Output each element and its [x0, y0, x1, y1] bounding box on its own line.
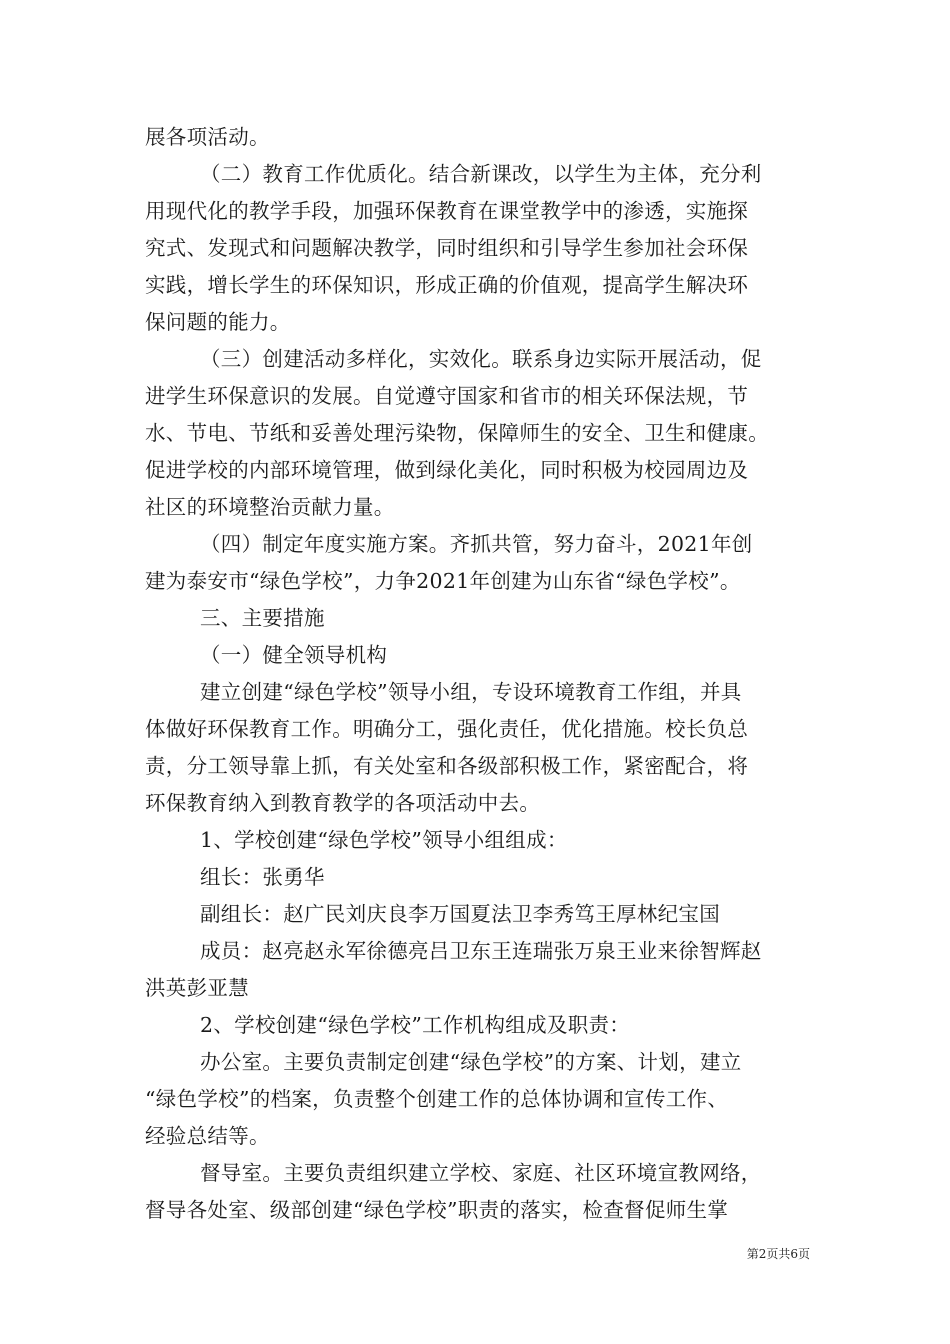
page-number-footer [700, 1246, 810, 1262]
paragraph-line: （四）制定年度实施方案。齐抓共管，努力奋斗，2021年创 [200, 532, 753, 556]
paragraph-line: 究式、发现式和问题解决教学，同时组织和引导学生参加社会环保 [145, 236, 749, 260]
paragraph-line: 体做好环保教育工作。明确分工，强化责任，优化措施。校长负总 [145, 717, 749, 741]
paragraph-line: 促进学校的内部环境管理，做到绿化美化，同时积极为校园周边及 [145, 458, 749, 482]
paragraph-line: 办公室。主要负责制定创建“绿色学校”的方案、计划，建立 [200, 1050, 742, 1074]
list-item-heading: 2、学校创建“绿色学校”工作机构组成及职责： [200, 1013, 631, 1037]
paragraph-line: 责，分工领导靠上抓，有关处室和各级部积极工作，紧密配合，将 [145, 754, 749, 778]
paragraph-line: 进学生环保意识的发展。自觉遵守国家和省市的相关环保法规，节 [145, 384, 749, 408]
paragraph-line: （二）教育工作优质化。结合新课改，以学生为主体，充分利 [200, 162, 762, 186]
paragraph-line: （三）创建活动多样化，实效化。联系身边实际开展活动，促 [200, 347, 762, 371]
members-line: 成员：赵亮赵永军徐德亮吕卫东王连瑞张万泉王业来徐智辉赵 [200, 939, 762, 963]
page-number-label: 第2页共6页 [746, 1247, 810, 1261]
list-item-heading: 1、学校创建“绿色学校”领导小组组成： [200, 828, 568, 852]
deputy-leaders-line: 副组长：赵广民刘庆良李万国夏法卫李秀笃王厚林纪宝国 [200, 902, 720, 926]
paragraph-line: 社区的环境整治贡献力量。 [145, 495, 395, 519]
paragraph-line: 督导室。主要负责组织建立学校、家庭、社区环境宣教网络， [200, 1161, 762, 1185]
paragraph-line: 用现代化的教学手段，加强环保教育在课堂教学中的渗透，实施探 [145, 199, 749, 223]
paragraph-line: 经验总结等。 [145, 1124, 270, 1148]
paragraph-line: 建立创建“绿色学校”领导小组，专设环境教育工作组，并具 [200, 680, 742, 704]
paragraph-line: 保问题的能力。 [145, 310, 291, 334]
section-heading: 三、主要措施 [200, 606, 325, 630]
paragraph-line: 督导各处室、级部创建“绿色学校”职责的落实，检查督促师生掌 [145, 1198, 729, 1222]
paragraph-line: 水、节电、节纸和妥善处理污染物，保障师生的安全、卫生和健康。 [145, 421, 769, 445]
paragraph-line: 环保教育纳入到教育教学的各项活动中去。 [145, 791, 541, 815]
members-line-continued: 洪英彭亚慧 [145, 976, 249, 1000]
paragraph-line: 实践，增长学生的环保知识，形成正确的价值观，提高学生解决环 [145, 273, 749, 297]
team-leader-line: 组长：张勇华 [200, 865, 325, 889]
paragraph-line: “绿色学校”的档案，负责整个创建工作的总体协调和宣传工作、 [145, 1087, 729, 1111]
paragraph-line: 建为泰安市“绿色学校”，力争2021年创建为山东省“绿色学校”。 [145, 569, 741, 593]
subsection-heading: （一）健全领导机构 [200, 643, 388, 667]
paragraph-line: 展各项活动。 [145, 125, 270, 149]
